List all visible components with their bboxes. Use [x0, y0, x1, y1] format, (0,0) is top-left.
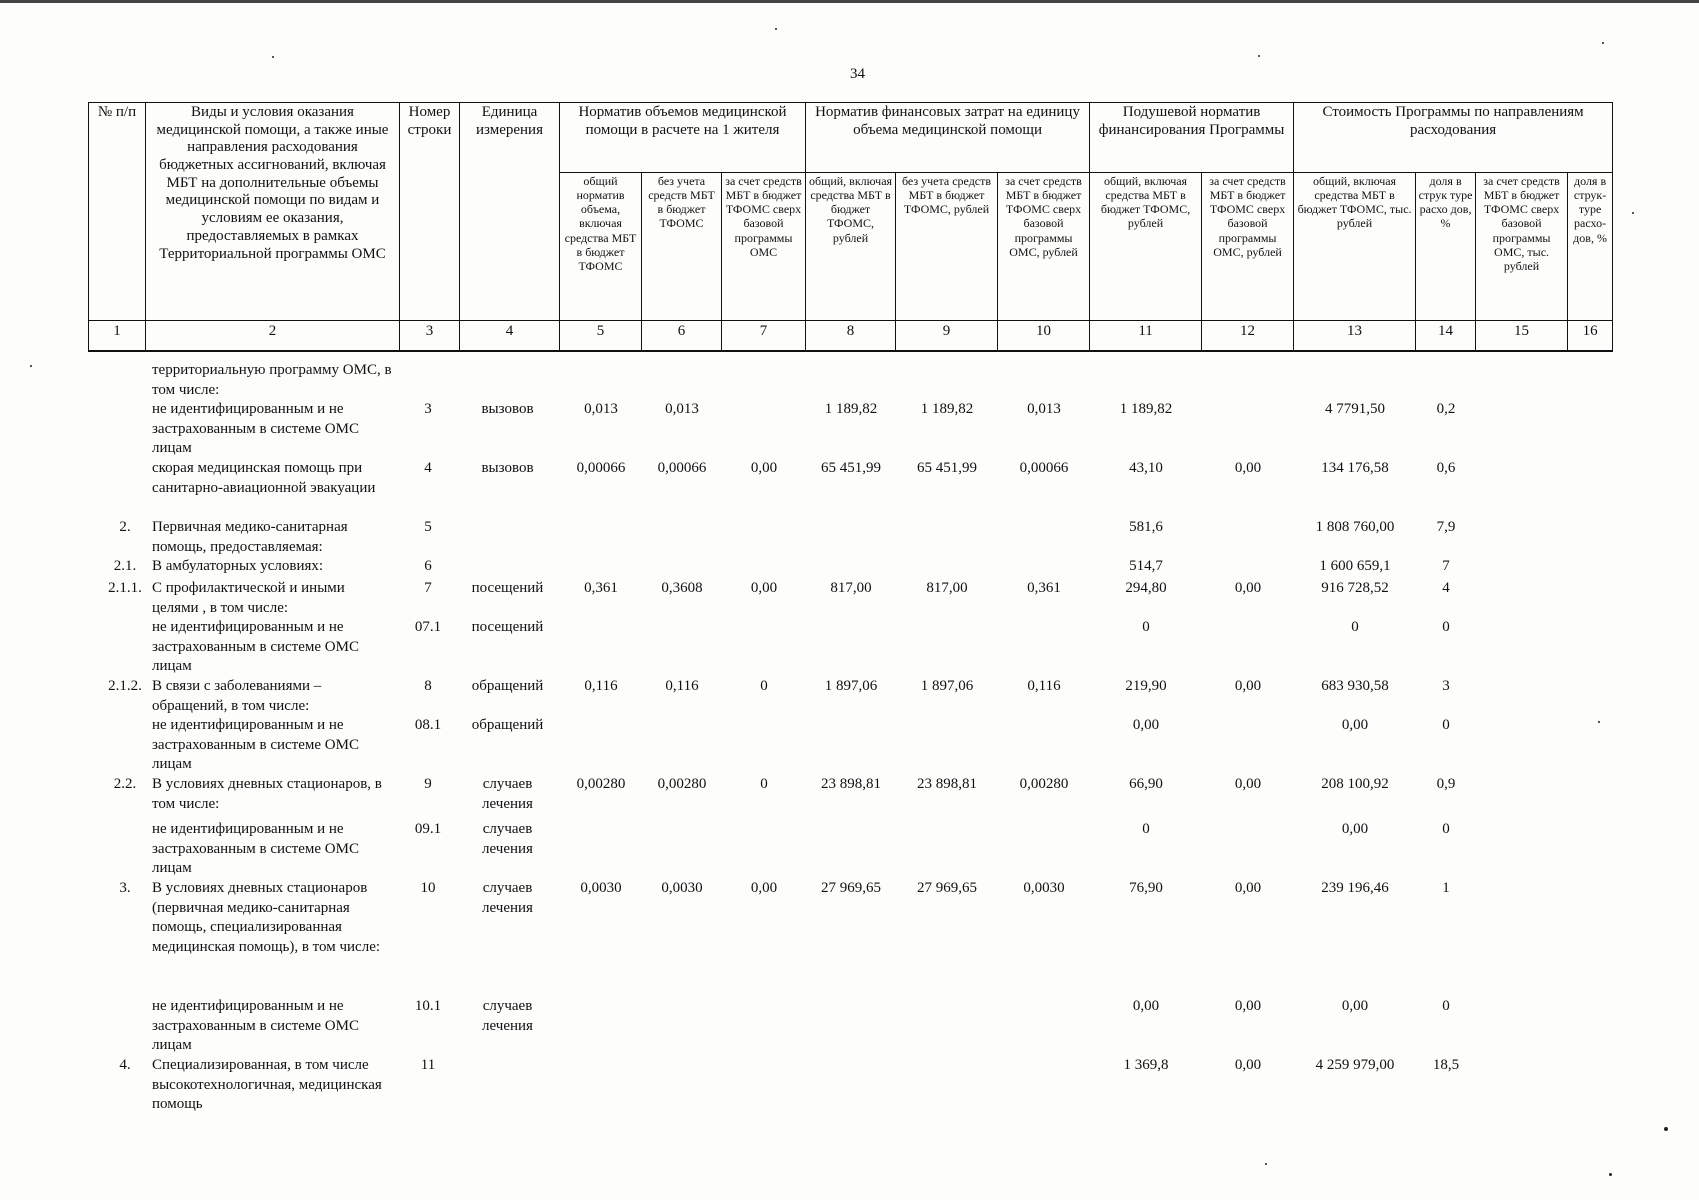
cell-program-total: 208 100,92 [1321, 776, 1389, 792]
row-number: 3. [119, 880, 131, 896]
row-line: 7 [424, 580, 432, 596]
table-header [88, 102, 1613, 352]
header-program-cost: Стоимость Программы по направлениям расходования [1294, 103, 1613, 173]
cell-volume-base: 0,00280 [657, 776, 707, 792]
subheader-14: доля в струк туре расхо дов, % [1416, 173, 1476, 321]
column-number: 15 [1476, 321, 1568, 351]
column-number: 8 [806, 321, 896, 351]
cell-volume-mbt: 0,00 [750, 580, 778, 596]
row-number: 4. [119, 1057, 131, 1073]
cell-program-total: 1 600 659,1 [1319, 558, 1391, 574]
row-name: С профилактической и иными целями , в том числе: [152, 580, 345, 616]
cell-percapita-total: 0 [1142, 619, 1150, 635]
column-number: 11 [1090, 321, 1202, 351]
row-line: 5 [424, 519, 432, 535]
row-number: 2.1. [113, 558, 137, 574]
column-number: 6 [642, 321, 722, 351]
subheader-12: за счет средств МБТ в бюджет ТФОМС сверх базовой программы ОМС, рублей [1202, 173, 1294, 321]
row-line: 11 [420, 1057, 436, 1073]
row-unit: вызовов [481, 460, 534, 476]
cell-cost-mbt: 0,116 [1027, 678, 1061, 694]
cell-program-total: 0,00 [1341, 821, 1369, 837]
column-number: 14 [1416, 321, 1476, 351]
cell-cost-mbt: 0,00066 [1019, 460, 1069, 476]
cell-program-share: 0 [1442, 998, 1450, 1014]
row-name: В амбулаторных условиях: [152, 558, 324, 574]
cell-percapita-total: 294,80 [1125, 580, 1167, 596]
scan-top-border [0, 0, 1699, 3]
cell-volume-mbt: 0,00 [750, 880, 778, 896]
cell-percapita-total: 1 369,8 [1123, 1057, 1169, 1073]
cell-cost-mbt: 0,0030 [1023, 880, 1065, 896]
cell-percapita-total: 0 [1142, 821, 1150, 837]
subheader-13: общий, включая средства МБТ в бюджет ТФОМС, тыс. рублей [1294, 173, 1416, 321]
row-unit: обращений [471, 717, 544, 733]
cell-percapita-mbt: 0,00 [1234, 580, 1262, 596]
cell-program-total: 4 7791,50 [1325, 401, 1385, 417]
row-number: 2.2. [113, 776, 137, 792]
row-name: В связи с заболеваниями – обращений, в том числе: [152, 678, 322, 714]
cell-percapita-total: 514,7 [1129, 558, 1163, 574]
subheader-16: доля в струк-туре расхо-дов, % [1568, 173, 1613, 321]
column-number: 4 [460, 321, 560, 351]
header-volume-norm: Норматив объемов медицинской помощи в расчете на 1 жителя [560, 103, 806, 173]
cell-volume-base: 0,013 [665, 401, 699, 417]
column-number: 16 [1568, 321, 1613, 351]
cell-cost-total: 1 897,06 [824, 678, 878, 694]
row-name: В условиях дневных стационаров (первичная медико-санитарная помощь, специализированная медицинская помощь), в том числе: [152, 880, 381, 955]
column-number: 12 [1202, 321, 1294, 351]
cell-volume-base: 0,3608 [661, 580, 703, 596]
cell-program-share: 0,6 [1436, 460, 1456, 476]
row-line: 10 [420, 880, 436, 896]
row-unit: случаев лечения [482, 880, 533, 916]
cell-percapita-mbt: 0,00 [1234, 678, 1262, 694]
cell-cost-base: 23 898,81 [917, 776, 977, 792]
column-number: 3 [400, 321, 460, 351]
cell-cost-mbt: 0,013 [1027, 401, 1061, 417]
page-number: 34 [850, 66, 865, 82]
cell-program-total: 1 808 760,00 [1315, 519, 1395, 535]
cell-volume-total: 0,013 [584, 401, 618, 417]
row-name: не идентифицированным и не застрахованным в системе ОМС лицам [152, 401, 359, 456]
row-line: 6 [424, 558, 432, 574]
cell-program-total: 239 196,46 [1321, 880, 1389, 896]
column-number: 10 [998, 321, 1090, 351]
cell-percapita-total: 0,00 [1132, 998, 1160, 1014]
subheader-8: общий, включая средства МБТ в бюджет ТФОМС, рублей [806, 173, 896, 321]
cell-cost-total: 817,00 [830, 580, 872, 596]
row-unit: случаев лечения [482, 998, 533, 1034]
column-number: 7 [722, 321, 806, 351]
cell-percapita-total: 43,10 [1129, 460, 1163, 476]
cell-cost-total: 1 189,82 [824, 401, 878, 417]
cell-program-share: 0,9 [1436, 776, 1456, 792]
cell-percapita-mbt: 0,00 [1234, 1057, 1262, 1073]
cell-percapita-total: 1 189,82 [1119, 401, 1173, 417]
cell-program-share: 0 [1442, 821, 1450, 837]
subheader-15: за счет средств МБТ в бюджет ТФОМС сверх базовой программы ОМС, тыс. рублей [1476, 173, 1568, 321]
cell-volume-mbt: 0 [760, 678, 768, 694]
row-name: не идентифицированным и не застрахованным в системе ОМС лицам [152, 998, 359, 1053]
cell-volume-total: 0,116 [584, 678, 618, 694]
header-line: Номер строки [400, 103, 460, 321]
row-name: скорая медицинская помощь при санитарно-авиационной эвакуации [152, 460, 376, 496]
cell-cost-mbt: 0,00280 [1019, 776, 1069, 792]
cell-program-total: 683 930,58 [1321, 678, 1389, 694]
cell-cost-base: 1 897,06 [920, 678, 974, 694]
column-number: 1 [89, 321, 146, 351]
column-number: 13 [1294, 321, 1416, 351]
cell-percapita-total: 581,6 [1129, 519, 1163, 535]
row-line: 07.1 [414, 619, 442, 635]
cell-program-share: 0 [1442, 619, 1450, 635]
subheader-9: без учета средств МБТ в бюджет ТФОМС, рублей [896, 173, 998, 321]
cell-volume-total: 0,00066 [576, 460, 626, 476]
cell-cost-base: 65 451,99 [917, 460, 977, 476]
cell-volume-mbt: 0,00 [750, 460, 778, 476]
cell-program-total: 0,00 [1341, 998, 1369, 1014]
cell-volume-base: 0,00066 [657, 460, 707, 476]
row-line: 4 [424, 460, 432, 476]
cell-cost-mbt: 0,361 [1027, 580, 1061, 596]
cell-volume-mbt: 0 [760, 776, 768, 792]
cell-program-total: 0,00 [1341, 717, 1369, 733]
header-type: Виды и условия оказания медицинской помощи, а также иные направления расходования бюджетных ассигнований, включая МБТ на дополнительные объемы медицинской помощи по видам и условиям ее оказания, предоставляемых в рамках Территориальной программы ОМС [146, 103, 400, 321]
cell-cost-total: 65 451,99 [821, 460, 881, 476]
cell-volume-total: 0,00280 [576, 776, 626, 792]
cell-cost-total: 27 969,65 [821, 880, 881, 896]
cell-cost-base: 1 189,82 [920, 401, 974, 417]
row-line: 10.1 [414, 998, 442, 1014]
cell-percapita-total: 219,90 [1125, 678, 1167, 694]
row-name: не идентифицированным и не застрахованным в системе ОМС лицам [152, 717, 359, 772]
cell-program-total: 134 176,58 [1321, 460, 1389, 476]
cell-cost-base: 27 969,65 [917, 880, 977, 896]
row-name: Специализированная, в том числе высокотехнологичная, медицинская помощь [152, 1057, 382, 1112]
cell-program-share: 1 [1442, 880, 1450, 896]
cell-program-total: 916 728,52 [1321, 580, 1389, 596]
cell-volume-total: 0,361 [584, 580, 618, 596]
row-unit: случаев лечения [482, 821, 533, 857]
cell-program-share: 3 [1442, 678, 1450, 694]
cell-cost-total: 23 898,81 [821, 776, 881, 792]
row-line: 9 [424, 776, 432, 792]
cell-percapita-total: 0,00 [1132, 717, 1160, 733]
cell-program-share: 7,9 [1436, 519, 1456, 535]
cell-program-share: 18,5 [1432, 1057, 1460, 1073]
row-number: 2. [119, 519, 131, 535]
row-line: 09.1 [414, 821, 442, 837]
subheader-5: общий норматив объема, включая средства МБТ в бюджет ТФОМС [560, 173, 642, 321]
cell-percapita-mbt: 0,00 [1234, 460, 1262, 476]
row-line: 08.1 [414, 717, 442, 733]
row-unit: вызовов [481, 401, 534, 417]
row-number: 2.1.2. [108, 678, 142, 694]
cell-program-total: 4 259 979,00 [1315, 1057, 1395, 1073]
subheader-11: общий, включая средства МБТ в бюджет ТФОМС, рублей [1090, 173, 1202, 321]
header-per-capita: Подушевой норматив финансирования Программы [1090, 103, 1294, 173]
row-line: 8 [424, 678, 432, 694]
row-unit: случаев лечения [482, 776, 533, 812]
cell-percapita-mbt: 0,00 [1234, 776, 1262, 792]
cell-program-share: 7 [1442, 558, 1450, 574]
row-unit: посещений [471, 619, 544, 635]
row-name: не идентифицированным и не застрахованным в системе ОМС лицам [152, 619, 359, 674]
cell-volume-total: 0,0030 [580, 880, 622, 896]
column-number: 5 [560, 321, 642, 351]
subheader-10: за счет средств МБТ в бюджет ТФОМС сверх базовой программы ОМС, рублей [998, 173, 1090, 321]
cell-program-share: 4 [1442, 580, 1450, 596]
cell-program-share: 0 [1442, 717, 1450, 733]
row-name: В условиях дневных стационаров, в том числе: [152, 776, 382, 812]
row-name: территориальную программу ОМС, в том числе: [152, 362, 392, 398]
row-number: 2.1.1. [108, 580, 142, 596]
row-unit: обращений [471, 678, 544, 694]
cell-volume-base: 0,116 [665, 678, 699, 694]
subheader-7: за счет средств МБТ в бюджет ТФОМС сверх базовой программы ОМС [722, 173, 806, 321]
row-unit: посещений [471, 580, 544, 596]
cell-program-share: 0,2 [1436, 401, 1456, 417]
cell-cost-base: 817,00 [926, 580, 968, 596]
cell-percapita-total: 66,90 [1129, 776, 1163, 792]
cell-program-total: 0 [1351, 619, 1359, 635]
column-number: 9 [896, 321, 998, 351]
column-number: 2 [146, 321, 400, 351]
row-name: Первичная медико-санитарная помощь, предоставляемая: [152, 519, 348, 555]
row-name: не идентифицированным и не застрахованным в системе ОМС лицам [152, 821, 359, 876]
header-cost-norm: Норматив финансовых затрат на единицу объема медицинской помощи [806, 103, 1090, 173]
cell-volume-base: 0,0030 [661, 880, 703, 896]
cell-percapita-mbt: 0,00 [1234, 880, 1262, 896]
cell-percapita-total: 76,90 [1129, 880, 1163, 896]
row-line: 3 [424, 401, 432, 417]
subheader-6: без учета средств МБТ в бюджет ТФОМС [642, 173, 722, 321]
cell-percapita-mbt: 0,00 [1234, 998, 1262, 1014]
header-unit: Единица измерения [460, 103, 560, 321]
header-number: № п/п [89, 103, 146, 321]
